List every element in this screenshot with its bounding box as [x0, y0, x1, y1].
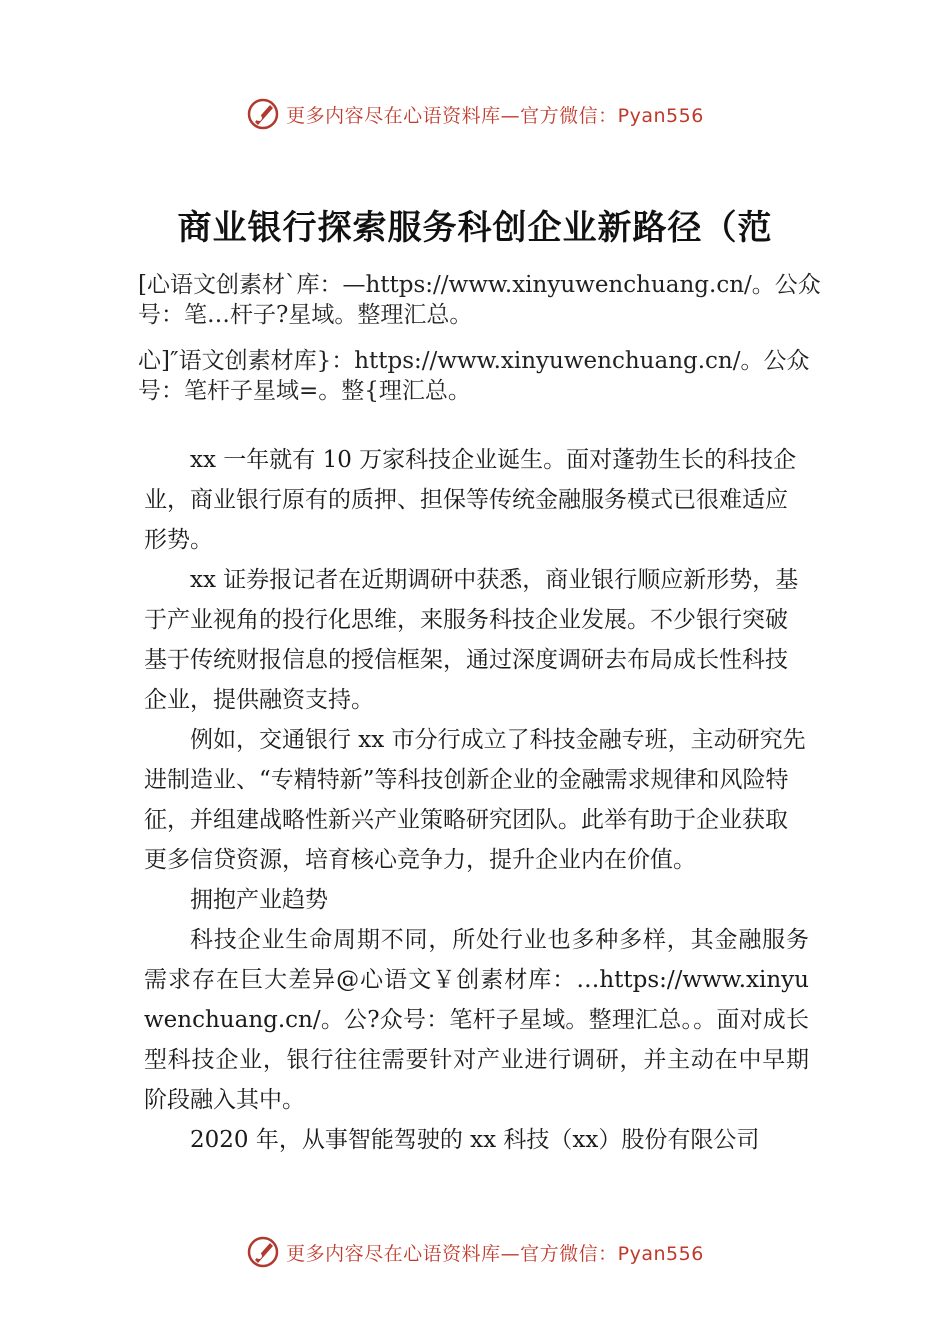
pen-logo-icon: [246, 1235, 280, 1269]
article-body: [144, 440, 809, 1160]
footer-banner: [0, 1232, 950, 1272]
paragraph: 例如，交通银行 xx 市分行成立了科技金融专班，主动研究先进制造业、“专精特新”等科技创新企业的金融需求规律和风险特征，并组建战略性新兴产业策略研究团队。此举有助于企业获取更多信贷资源，培育核心竞争力，提升企业内在价值。: [144, 727, 806, 873]
page-title: 商业银行探索服务科创企业新路径（范: [177, 208, 773, 248]
section-heading: 拥抱产业趋势: [190, 887, 328, 913]
paragraph: xx 证券报记者在近期调研中获悉，商业银行顺应新形势，基于产业视角的投行化思维，来服务科技企业发展。不少银行突破基于传统财报信息的授信框架，通过深度调研去布局成长性科技企业，提供融资支持。: [144, 567, 799, 713]
watermark-note: 心]″语文创素材库}：https://www.xinyuwenchuang.cn/。公众号：笔杆子星域=。整{理汇总。: [138, 348, 810, 404]
pen-logo-icon: [246, 97, 280, 131]
paragraph: 科技企业生命周期不同，所处行业也多种多样，其金融服务需求存在巨大差异@心语文￥创素材库：…https://www.xinyuwenchuang.cn/。公?众号：笔杆子星域。整理汇总。。面对成长型科技企业，银行往往需要针对产业进行调研，并主动在中早期阶段融入其中。: [144, 927, 809, 1113]
paragraph: 2020 年，从事智能驾驶的 xx 科技（xx）股份有限公司: [190, 1127, 760, 1153]
banner-text: 更多内容尽在心语资料库—官方微信：Pyan556: [286, 104, 704, 127]
banner-text: 更多内容尽在心语资料库—官方微信：Pyan556: [286, 1242, 704, 1265]
header-banner: [0, 94, 950, 134]
paragraph: xx 一年就有 10 万家科技企业诞生。面对蓬勃生长的科技企业，商业银行原有的质押、担保等传统金融服务模式已很难适应形势。: [144, 447, 797, 553]
watermark-note: [心语文创素材`库：—https://www.xinyuwenchuang.cn/。公众号：笔…杆子?星域。整理汇总。: [138, 272, 821, 328]
